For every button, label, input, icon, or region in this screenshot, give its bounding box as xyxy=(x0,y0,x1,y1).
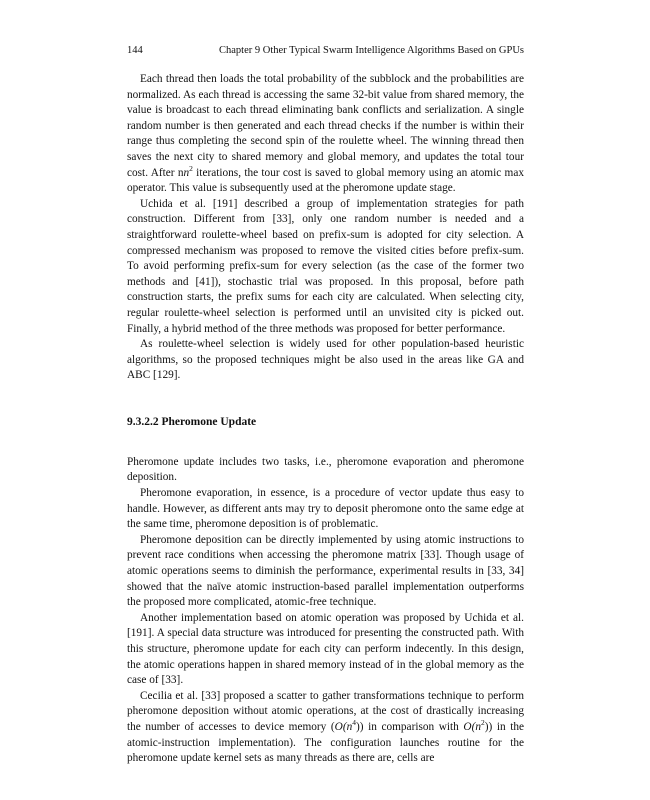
paragraph: Cecilia et al. [33] proposed a scatter to gather transformations technique to perform pheromone deposition without atomic operations, at the cost of drastically increasing the number of accesses to device memory $(O(n^4))$ in comparison with $O(n^2)$) in the atomic-instruction implementation). The configuration launches routine for the pheromone update kernel sets as many threads as there are, cells are xyxy=(127,689,524,765)
page-number: 144 xyxy=(127,45,143,56)
body-text xyxy=(127,72,524,767)
paragraph: Uchida et al. [191] described a group of implementation strategies for path construction. Different from [33], only one random number is needed and a straightforward roulette-wheel based on prefix-sum is adopted for city selection. A compressed mechanism was proposed to remove the visited cities before prefix-sum. To avoid performing prefix-sum for every selection (as the case of the former two methods and [41]), stochastic trial was proposed. In this proposal, before path construction starts, the prefix sums for each city are calculated. When selecting city, regular roulette-wheel selection is performed until an unvisited city is picked out. Finally, a hybrid method of the three methods was proposed for better performance. xyxy=(127,197,524,335)
section-title: Pheromone Update xyxy=(161,415,257,428)
paragraph: Pheromone deposition can be directly implemented by using atomic instructions to prevent race conditions when accessing the pheromone matrix [33]. Though usage of atomic operations seems to diminish the performance, experimental results in [33, 34] showed that the naïve atomic instruction-based parallel implementation outperforms the proposed more complicated, atomic-free technique. xyxy=(127,533,524,609)
paragraph: Another implementation based on atomic operation was proposed by Uchida et al. [191]. A special data structure was introduced for presenting the constructed path. With this structure, pheromone update for each city can perform indecently. In this design, the atomic operations happen in shared memory instead of in the global memory as the case of [33]. xyxy=(127,611,524,687)
paragraph: Each thread then loads the total probability of the subblock and the probabilities are normalized. As each thread is accessing the same 32-bit value from shared memory, the value is broadcast to each thread eliminating bank conflicts and serialization. A single random number is then generated and each thread checks if the number is within their range thus completing the second spin of the roulette wheel. The winning thread then saves the next city to shared memory and global memory, and updates the total tour cost. After $nn^2$ iterations, the tour cost is saved to global memory using an atomic max operator. This value is subsequently used at the pheromone update stage. xyxy=(127,73,524,195)
running-header xyxy=(127,44,524,58)
section-number: 9.3.2.2 xyxy=(127,415,159,428)
section-heading xyxy=(127,415,524,430)
running-title: Chapter 9 Other Typical Swarm Intelligence Algorithms Based on GPUs xyxy=(219,45,524,56)
paragraph: Pheromone update includes two tasks, i.e., pheromone evaporation and pheromone deposition. xyxy=(127,455,524,484)
paragraph: As roulette-wheel selection is widely used for other population-based heuristic algorithms, so the proposed techniques might be also used in the areas like GA and ABC [129]. xyxy=(127,338,524,382)
paragraph: Pheromone evaporation, in essence, is a procedure of vector update thus easy to handle. However, as different ants may try to deposit pheromone onto the same edge at the same time, pheromone deposition is of problematic. xyxy=(127,487,524,531)
